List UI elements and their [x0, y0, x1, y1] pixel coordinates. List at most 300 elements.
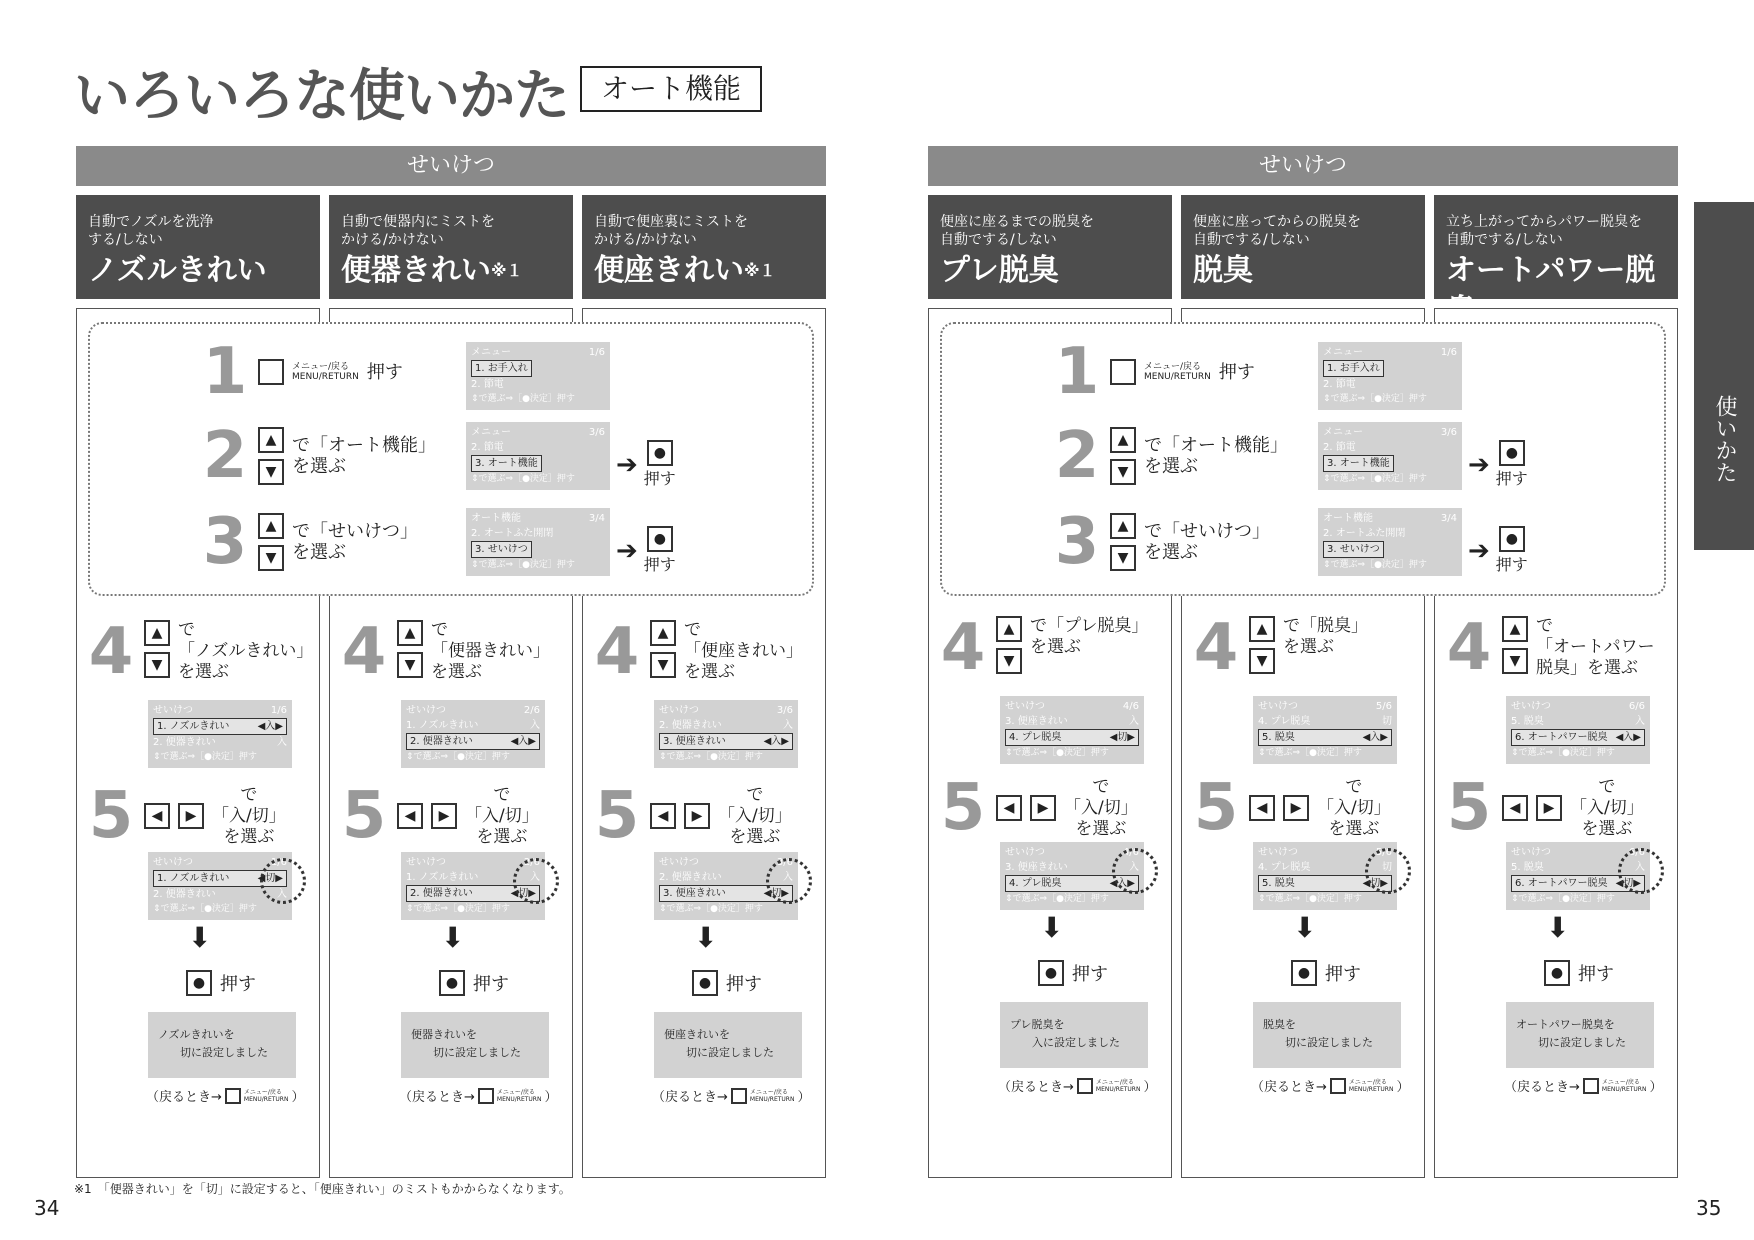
lcd-title: せいけつ: [1005, 847, 1045, 858]
lcd-row-b-label: 2. 便器きれい: [410, 736, 473, 747]
step-5: [938, 771, 1138, 845]
step-text: で 「入/切」 を選ぶ: [1064, 776, 1138, 839]
menu-return-button[interactable]: [1077, 1078, 1093, 1094]
enter-button-icon: ●: [1505, 531, 1518, 547]
up-button[interactable]: [397, 620, 423, 646]
lcd-header: [1005, 699, 1139, 714]
lcd-row-a: [153, 718, 287, 735]
confirmation-line-2: 切に設定しました: [1285, 1036, 1373, 1049]
lcd-footer: ⇕で選ぶ⇒［●決定］押す: [1323, 560, 1427, 570]
side-tab: 使いかた: [1694, 202, 1754, 550]
step-number: 1: [1054, 335, 1100, 409]
step-5: [592, 779, 792, 853]
down-button[interactable]: [1110, 459, 1136, 485]
enter-push-final: [692, 970, 762, 996]
back-end: ）: [1396, 1080, 1410, 1095]
left-button[interactable]: [1249, 795, 1275, 821]
feature-name: [88, 251, 308, 291]
menu-button-label: メニュー/戻る MENU/RETURN: [749, 1088, 795, 1103]
step-4: [1444, 611, 1655, 685]
right-arrow-button-icon: ▶: [691, 808, 703, 824]
step-text: で「せいけつ」 を選ぶ: [1144, 521, 1270, 563]
lcd-row-a: [471, 526, 605, 541]
confirmation-screen: [1506, 1002, 1654, 1068]
lcd-footer: ⇕で選ぶ⇒［●決定］押す: [1258, 748, 1362, 758]
back-label: （戻るとき→: [1504, 1080, 1580, 1095]
down-button[interactable]: [397, 652, 423, 678]
confirmation-line-1: ノズルきれいを: [158, 1028, 235, 1041]
left-button[interactable]: [650, 803, 676, 829]
lcd-title: せいけつ: [153, 857, 193, 868]
enter-button[interactable]: [647, 440, 673, 466]
lcd-page: 6/6: [1628, 847, 1645, 858]
enter-button[interactable]: [1499, 440, 1525, 466]
lcd-row-b-label: 4. プレ脱臭: [1009, 732, 1062, 743]
lcd-row-a: [471, 440, 605, 455]
step-text: で 「入/切」 を選ぶ: [1317, 776, 1391, 839]
menu-return-button[interactable]: [1583, 1078, 1599, 1094]
lcd-row-b-value: ◀入▶: [510, 736, 536, 747]
step-3: [200, 505, 418, 579]
right-button[interactable]: [178, 803, 204, 829]
lcd-row-a-value: ◀切▶: [257, 873, 283, 884]
enter-button[interactable]: [186, 970, 212, 996]
lcd-row-a-value: 入: [783, 720, 793, 731]
lcd-row-a-label: 2. 節電: [1323, 442, 1356, 453]
down-button[interactable]: [1502, 648, 1528, 674]
feature-header: [329, 195, 573, 299]
step-text: で 「便器きれい」 を選ぶ: [431, 620, 550, 682]
left-button[interactable]: [1502, 795, 1528, 821]
enter-push: [1496, 526, 1528, 575]
right-arrow-icon: ➔: [616, 449, 638, 480]
lcd-row-b: [471, 455, 605, 472]
confirmation-line-1: 脱臭を: [1263, 1018, 1296, 1031]
lcd-row-a: [471, 360, 605, 377]
lcd-row-b-label: 6. オートパワー脱臭: [1515, 732, 1608, 743]
up-arrow-button-icon: ▲: [265, 432, 277, 448]
lcd-header: [1323, 425, 1457, 440]
lcd-row-b-value: 入: [277, 737, 287, 748]
confirmation-line-2: 切に設定しました: [686, 1046, 774, 1059]
lcd-row-b-label: 2. 節電: [471, 379, 504, 390]
enter-push-final: [439, 970, 509, 996]
menu-return-button[interactable]: [731, 1088, 747, 1104]
up-button[interactable]: [1110, 513, 1136, 539]
lcd-title: メニュー: [471, 427, 511, 438]
lcd-row-b: [153, 735, 287, 750]
back-instruction: [998, 1076, 1156, 1095]
lcd-screen: [401, 700, 545, 768]
enter-button-icon: ●: [698, 975, 712, 991]
lcd-screen: [1506, 696, 1650, 764]
lcd-page: 3/6: [588, 427, 605, 438]
feature-name: [594, 251, 814, 291]
lr-button-group: [996, 795, 1056, 821]
lcd-row-b-value: ◀切▶: [1615, 878, 1641, 889]
highlight-circle: [763, 858, 812, 904]
lcd-screen: [1253, 696, 1397, 764]
menu-button-label: メニュー/戻る MENU/RETURN: [1601, 1078, 1647, 1093]
confirmation-line-1: オートパワー脱臭を: [1516, 1018, 1615, 1031]
enter-button[interactable]: [1544, 960, 1570, 986]
up-button[interactable]: [1502, 616, 1528, 642]
auto-function-tag: オート機能: [580, 66, 762, 112]
lcd-row-b: [1323, 377, 1457, 392]
left-arrow-button-icon: ◀: [1509, 800, 1521, 816]
down-arrow-icon: ⬇: [1546, 911, 1570, 944]
lcd-header: [471, 511, 605, 526]
enter-push: [644, 526, 676, 575]
lcd-screen: [1318, 342, 1462, 410]
step-1: [1052, 335, 1255, 409]
lcd-footer: ⇕で選ぶ⇒［●決定］押す: [1005, 748, 1109, 758]
highlight-circle: [257, 858, 306, 904]
back-end: ）: [1649, 1080, 1663, 1095]
lcd-page: 3/4: [1440, 513, 1457, 524]
right-button[interactable]: [684, 803, 710, 829]
step-text: で「プレ脱臭」 を選ぶ: [1030, 616, 1149, 657]
up-arrow-button-icon: ▲: [657, 625, 669, 641]
right-page-number: 35: [1696, 1196, 1722, 1220]
step-5: [86, 779, 286, 853]
confirmation-line-1: 便器きれいを: [411, 1028, 477, 1041]
confirmation-line-2: 入に設定しました: [1032, 1036, 1120, 1049]
lcd-row-a-label: 2. 便器きれい: [659, 720, 722, 731]
lcd-row-a-label: 5. 脱臭: [1511, 716, 1544, 727]
lcd-row-b-label: 3. 便座きれい: [663, 736, 726, 747]
lcd-row-a-label: 2. オートふた開閉: [1323, 528, 1406, 539]
lcd-header: [1323, 511, 1457, 526]
down-button[interactable]: [144, 652, 170, 678]
lcd-row-a-value: 入: [783, 872, 793, 883]
lcd-page: 3/6: [1440, 427, 1457, 438]
lcd-row-b-value: ◀切▶: [1362, 878, 1388, 889]
lcd-header: [153, 703, 287, 718]
feature-description: 自動で便座裏にミストを かける/かけない: [594, 214, 748, 248]
confirmation-line-1: プレ脱臭を: [1010, 1018, 1065, 1031]
down-button[interactable]: [1249, 648, 1275, 674]
lcd-header: [406, 703, 540, 718]
lcd-page: 2/6: [523, 857, 540, 868]
feature-description: 自動で便器内にミストを かける/かけない: [341, 214, 495, 248]
down-arrow-button-icon: ▼: [1003, 653, 1015, 669]
up-button[interactable]: [996, 616, 1022, 642]
step-number: 5: [1193, 771, 1239, 845]
step-3: [1052, 505, 1270, 579]
enter-instruction: [1468, 526, 1528, 575]
right-arrow-icon: ➔: [1468, 535, 1490, 566]
lcd-row-a-label: 2. 便器きれい: [659, 872, 722, 883]
right-button[interactable]: [1030, 795, 1056, 821]
push-label: 押す: [1495, 469, 1528, 488]
lcd-screen: [654, 700, 798, 768]
right-button[interactable]: [1536, 795, 1562, 821]
lcd-row-a-value: 入: [1635, 862, 1645, 873]
right-button[interactable]: [1283, 795, 1309, 821]
right-button[interactable]: [431, 803, 457, 829]
arrow-button-group: [1110, 513, 1136, 571]
left-button[interactable]: [144, 803, 170, 829]
up-button[interactable]: [650, 620, 676, 646]
step-number: 4: [940, 611, 986, 685]
back-end: ）: [291, 1090, 305, 1105]
lcd-title: メニュー: [1323, 347, 1363, 358]
down-arrow-button-icon: ▼: [657, 657, 669, 673]
lcd-page: 5/6: [1375, 847, 1392, 858]
lcd-row-b-label: 6. オートパワー脱臭: [1515, 878, 1608, 889]
enter-button[interactable]: [1038, 960, 1064, 986]
up-arrow-button-icon: ▲: [265, 518, 277, 534]
lcd-row-a-label: 4. プレ脱臭: [1258, 862, 1311, 873]
menu-button-label: メニュー/戻る MENU/RETURN: [1095, 1078, 1141, 1093]
lcd-screen: [466, 422, 610, 490]
step-number: 2: [1054, 419, 1100, 493]
feature-description: 自動でノズルを洗浄 する/しない: [88, 214, 214, 248]
menu-return-button[interactable]: [225, 1088, 241, 1104]
up-button[interactable]: [1110, 427, 1136, 453]
lcd-page: 5/6: [1375, 701, 1392, 712]
lcd-row-b-label: 3. オート機能: [471, 455, 542, 472]
lcd-row-b-value: ◀入▶: [763, 736, 789, 747]
feature-description: 便座に座るまでの脱臭を 自動でする/しない: [940, 214, 1094, 248]
lcd-title: せいけつ: [1511, 701, 1551, 712]
feature-header: [582, 195, 826, 299]
lcd-footer: ⇕で選ぶ⇒［●決定］押す: [1005, 894, 1109, 904]
right-arrow-button-icon: ▶: [1290, 800, 1302, 816]
lcd-screen: [466, 508, 610, 576]
lcd-footer: ⇕で選ぶ⇒［●決定］押す: [471, 394, 575, 404]
confirmation-line-2: 切に設定しました: [433, 1046, 521, 1059]
lcd-row-a-value: 入: [1129, 716, 1139, 727]
down-arrow-button-icon: ▼: [1509, 653, 1521, 669]
section-bar-left: せいけつ: [76, 146, 826, 186]
lcd-row-b-label: 3. せいけつ: [471, 541, 532, 558]
enter-button-icon: ●: [653, 531, 666, 547]
feature-header: [76, 195, 320, 299]
menu-button-label: メニュー/戻る MENU/RETURN: [292, 362, 359, 382]
up-button[interactable]: [1249, 616, 1275, 642]
push-label: 押す: [366, 361, 403, 383]
step-number: 4: [594, 615, 640, 689]
lcd-title: せいけつ: [659, 857, 699, 868]
lcd-page: 3/6: [776, 857, 793, 868]
lcd-row-b-label: 3. せいけつ: [1323, 541, 1384, 558]
push-label: 押す: [643, 555, 676, 574]
down-arrow-button-icon: ▼: [1117, 464, 1129, 480]
enter-push-final: [1544, 960, 1614, 986]
lcd-page: 3/6: [776, 705, 793, 716]
lcd-page: 6/6: [1628, 701, 1645, 712]
step-number: 4: [1193, 611, 1239, 685]
lcd-row-b-value: ◀切▶: [1109, 732, 1135, 743]
down-button[interactable]: [650, 652, 676, 678]
left-page-number: 34: [34, 1196, 60, 1220]
feature-header: [1434, 195, 1678, 299]
lcd-title: せいけつ: [406, 705, 446, 716]
enter-button[interactable]: [647, 526, 673, 552]
common-steps-box: [88, 322, 814, 596]
lcd-row-b-value: ◀入▶: [1362, 732, 1388, 743]
lcd-row-a-label: 1. お手入れ: [471, 360, 532, 377]
lcd-footer: ⇕で選ぶ⇒［●決定］押す: [1258, 894, 1362, 904]
down-button[interactable]: [1110, 545, 1136, 571]
lcd-row-b: [1323, 541, 1457, 558]
back-end: ）: [1143, 1080, 1157, 1095]
menu-return-button[interactable]: [1330, 1078, 1346, 1094]
back-label: （戻るとき→: [399, 1090, 475, 1105]
lcd-screen: [148, 700, 292, 768]
back-label: （戻るとき→: [1251, 1080, 1327, 1095]
footnote: ※1 「便器きれい」を「切」に設定すると、「便座きれい」のミストもかからなくなります。: [74, 1182, 571, 1196]
step-5: [1444, 771, 1644, 845]
up-arrow-button-icon: ▲: [1256, 621, 1268, 637]
footnote-mark: ※１: [744, 261, 776, 280]
lcd-page: 1/6: [270, 705, 287, 716]
step-number: 1: [202, 335, 248, 409]
lcd-row-a: [1323, 526, 1457, 541]
lcd-row-a: [1323, 440, 1457, 455]
right-arrow-icon: ➔: [616, 535, 638, 566]
enter-button-icon: ●: [1505, 445, 1518, 461]
lcd-row-b: [471, 541, 605, 558]
step-number: 5: [1446, 771, 1492, 845]
lcd-row-a-value: 入: [1635, 716, 1645, 727]
arrow-button-group: [397, 620, 423, 678]
lcd-footer: ⇕で選ぶ⇒［●決定］押す: [1323, 394, 1427, 404]
step-number: 4: [341, 615, 387, 689]
enter-button[interactable]: [439, 970, 465, 996]
back-instruction: [146, 1086, 304, 1105]
down-button[interactable]: [258, 545, 284, 571]
lcd-row-a-label: 2. 節電: [471, 442, 504, 453]
enter-push-final: [186, 970, 256, 996]
feature-name: [341, 251, 561, 291]
enter-instruction: [616, 440, 676, 489]
up-arrow-button-icon: ▲: [1003, 621, 1015, 637]
back-label: （戻るとき→: [146, 1090, 222, 1105]
push-label: 押す: [1072, 964, 1108, 985]
left-button[interactable]: [397, 803, 423, 829]
lcd-row-b-label: 3. オート機能: [1323, 455, 1394, 472]
arrow-button-group: [996, 616, 1022, 674]
feature-name-text: ノズルきれい: [88, 253, 267, 288]
right-arrow-button-icon: ▶: [1543, 800, 1555, 816]
back-instruction: [399, 1086, 557, 1105]
enter-button[interactable]: [692, 970, 718, 996]
menu-button-label: メニュー/戻る MENU/RETURN: [496, 1088, 542, 1103]
lcd-row-b-label: 3. 便座きれい: [663, 888, 726, 899]
lcd-title: せいけつ: [406, 857, 446, 868]
lcd-title: メニュー: [471, 347, 511, 358]
lcd-row-a: [1323, 360, 1457, 377]
lcd-footer: ⇕で選ぶ⇒［●決定］押す: [659, 752, 763, 762]
up-button[interactable]: [258, 427, 284, 453]
lcd-title: せいけつ: [153, 705, 193, 716]
lcd-row-b-label: 4. プレ脱臭: [1009, 878, 1062, 889]
feature-name-text: 便座きれい: [594, 253, 744, 288]
down-button[interactable]: [258, 459, 284, 485]
highlight-circle: [1109, 848, 1158, 894]
section-bar-right: せいけつ: [928, 146, 1678, 186]
back-label: （戻るとき→: [652, 1090, 728, 1105]
menu-return-button[interactable]: [1110, 359, 1136, 385]
up-button[interactable]: [144, 620, 170, 646]
lcd-row-b: [1258, 729, 1392, 746]
menu-button-label: メニュー/戻る MENU/RETURN: [1348, 1078, 1394, 1093]
up-arrow-button-icon: ▲: [404, 625, 416, 641]
right-arrow-icon: ➔: [1468, 449, 1490, 480]
lcd-footer: ⇕で選ぶ⇒［●決定］押す: [153, 752, 257, 762]
enter-button[interactable]: [1291, 960, 1317, 986]
up-arrow-button-icon: ▲: [1509, 621, 1521, 637]
enter-instruction: [616, 526, 676, 575]
lcd-row-a: [1258, 714, 1392, 729]
feature-header: [1181, 195, 1425, 299]
lcd-row-b-label: 5. 脱臭: [1262, 732, 1295, 743]
lcd-title: せいけつ: [1258, 847, 1298, 858]
page-title: いろいろな使いかた: [74, 64, 569, 129]
feature-name: [1193, 251, 1413, 291]
lcd-row-b-label: 2. 節電: [1323, 379, 1356, 390]
feature-description: 立ち上がってからパワー脱臭を 自動でする/しない: [1446, 214, 1642, 248]
menu-return-button[interactable]: [258, 359, 284, 385]
lcd-title: せいけつ: [1258, 701, 1298, 712]
step-4: [592, 615, 803, 689]
confirmation-line-2: 切に設定しました: [180, 1046, 268, 1059]
step-number: 2: [202, 419, 248, 493]
down-arrow-button-icon: ▼: [404, 657, 416, 673]
down-arrow-icon: ⬇: [188, 921, 212, 954]
push-label: 押す: [1495, 555, 1528, 574]
left-arrow-button-icon: ◀: [1256, 800, 1268, 816]
lcd-title: オート機能: [1323, 513, 1373, 524]
lcd-title: オート機能: [471, 513, 521, 524]
enter-button[interactable]: [1499, 526, 1525, 552]
lr-button-group: [650, 803, 710, 829]
step-1: [200, 335, 403, 409]
lcd-row-a: [1005, 714, 1139, 729]
highlight-circle: [1362, 848, 1411, 894]
down-arrow-button-icon: ▼: [265, 464, 277, 480]
lcd-row-a-label: 5. 脱臭: [1511, 862, 1544, 873]
lcd-page: 4/6: [1122, 847, 1139, 858]
step-number: 4: [88, 615, 134, 689]
step-text: で「せいけつ」 を選ぶ: [292, 521, 418, 563]
lcd-row-a-label: 3. 便座きれい: [1005, 862, 1068, 873]
step-4: [86, 615, 314, 689]
feature-name-text: 脱臭: [1193, 253, 1253, 288]
left-button[interactable]: [996, 795, 1022, 821]
lcd-title: メニュー: [1323, 427, 1363, 438]
menu-button-label: メニュー/戻る MENU/RETURN: [1144, 362, 1211, 382]
down-button[interactable]: [996, 648, 1022, 674]
back-label: （戻るとき→: [998, 1080, 1074, 1095]
enter-push-final: [1038, 960, 1108, 986]
lcd-page: 1/6: [270, 857, 287, 868]
lcd-row-a: [406, 718, 540, 733]
lcd-row-b: [471, 377, 605, 392]
lcd-row-a-label: 1. お手入れ: [1323, 360, 1384, 377]
feature-header: [928, 195, 1172, 299]
up-button[interactable]: [258, 513, 284, 539]
enter-push: [1496, 440, 1528, 489]
step-number: 5: [341, 779, 387, 853]
down-arrow-icon: ⬇: [1040, 911, 1064, 944]
lcd-row-a-label: 1. ノズルきれい: [157, 721, 230, 732]
menu-return-button[interactable]: [478, 1088, 494, 1104]
push-label: 押す: [1578, 964, 1614, 985]
